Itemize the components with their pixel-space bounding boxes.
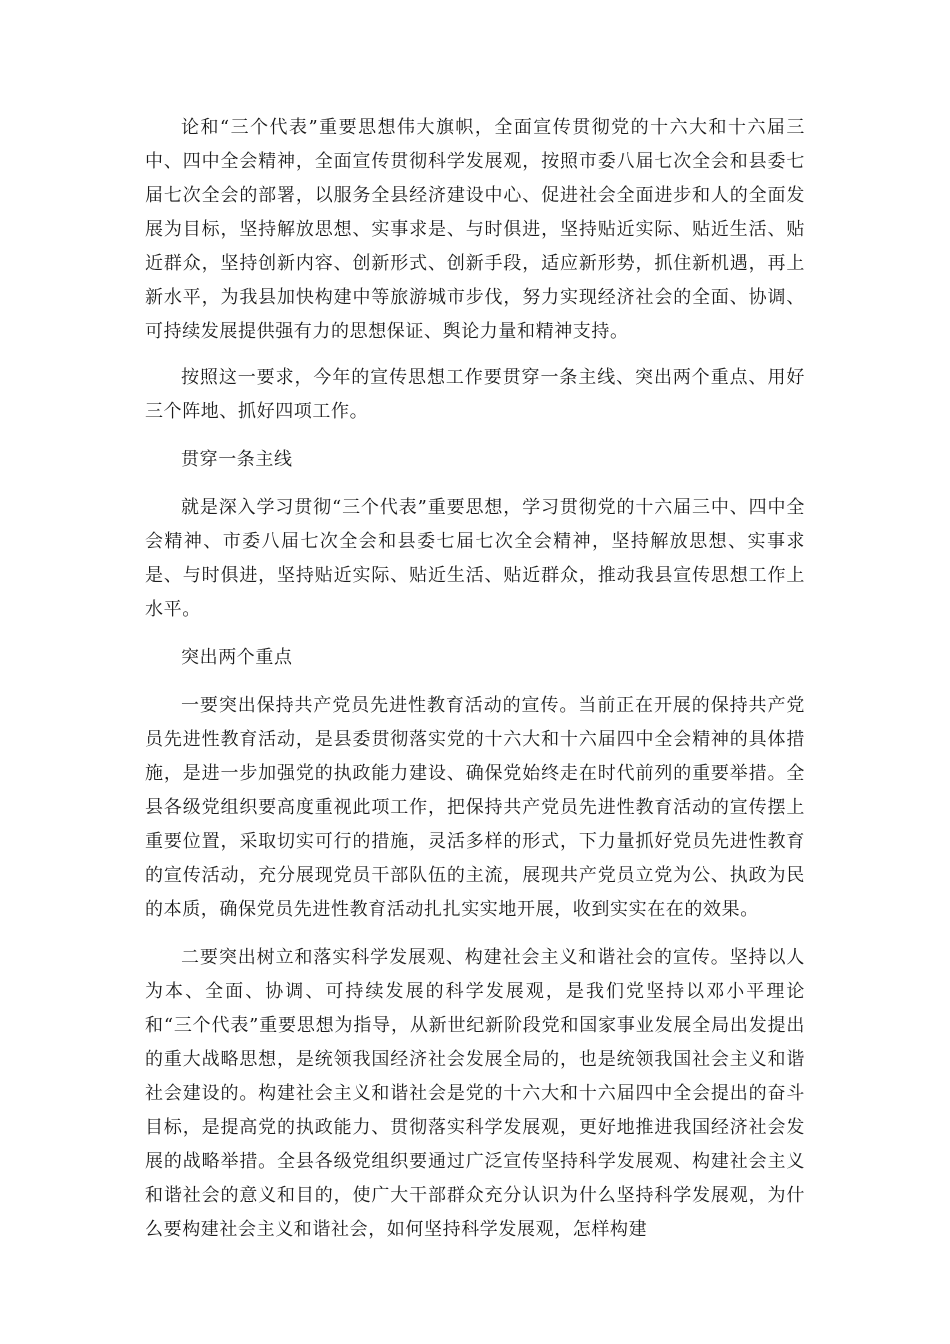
section-heading-two-focuses: 突出两个重点 xyxy=(181,647,293,668)
body-paragraph-2: 按照这一要求，今年的宣传思想工作要贯穿一条主线、突出两个重点、用好三个阵地、抓好四项工作。 xyxy=(145,367,805,422)
body-paragraph-3: 就是深入学习贯彻“三个代表”重要思想，学习贯彻党的十六届三中、四中全会精神、市委八届七次全会和县委七届七次全会精神，坚持解放思想、实事求是、与时俱进，坚持贴近实际、贴近生活、贴近群众，推动我县宣传思想工作上水平。 xyxy=(145,497,805,620)
body-paragraph-1: 论和“三个代表”重要思想伟大旗帜，全面宣传贯彻党的十六大和十六届三中、四中全会精神，全面宣传贯彻科学发展观，按照市委八届七次全会和县委七届七次全会的部署，以服务全县经济建设中心、促进社会全面进步和人的全面发展为目标，坚持解放思想、实事求是、与时俱进，坚持贴近实际、贴近生活、贴近群众，坚持创新内容、创新形式、创新手段，适应新形势，抓住新机遇，再上新水平，为我县加快构建中等旅游城市步伐，努力实现经济社会的全面、协调、可持续发展提供强有力的思想保证、舆论力量和精神支持。 xyxy=(145,117,805,342)
section-heading-main-line: 贯穿一条主线 xyxy=(181,449,293,470)
body-paragraph-4: 一要突出保持共产党员先进性教育活动的宣传。当前正在开展的保持共产党员先进性教育活动，是县委贯彻落实党的十六大和十六届四中全会精神的具体措施，是进一步加强党的执政能力建设、确保党始终走在时代前列的重要举措。全县各级党组织要高度重视此项工作，把保持共产党员先进性教育活动的宣传摆上重要位置，采取切实可行的措施，灵活多样的形式，下力量抓好党员先进性教育的宣传活动，充分展现党员干部队伍的主流，展现共产党员立党为公、执政为民的本质，确保党员先进性教育活动扎扎实实地开展，收到实实在在的效果。 xyxy=(145,695,805,920)
document-page xyxy=(145,111,805,1261)
body-paragraph-5: 二要突出树立和落实科学发展观、构建社会主义和谐社会的宣传。坚持以人为本、全面、协调、可持续发展的科学发展观，是我们党坚持以邓小平理论和“三个代表”重要思想为指导，从新世纪新阶段党和国家事业发展全局出发提出的重大战略思想，是统领我国经济社会发展全局的，也是统领我国社会主义和谐社会建设的。构建社会主义和谐社会是党的十六大和十六届四中全会提出的奋斗目标，是提高党的执政能力、贯彻落实科学发展观，更好地推进我国经济社会发展的战略举措。全县各级党组织要通过广泛宣传坚持科学发展观、构建社会主义和谐社会的意义和目的，使广大干部群众充分认识为什么坚持科学发展观，为什么要构建社会主义和谐社会，如何坚持科学发展观，怎样构建 xyxy=(145,947,805,1240)
